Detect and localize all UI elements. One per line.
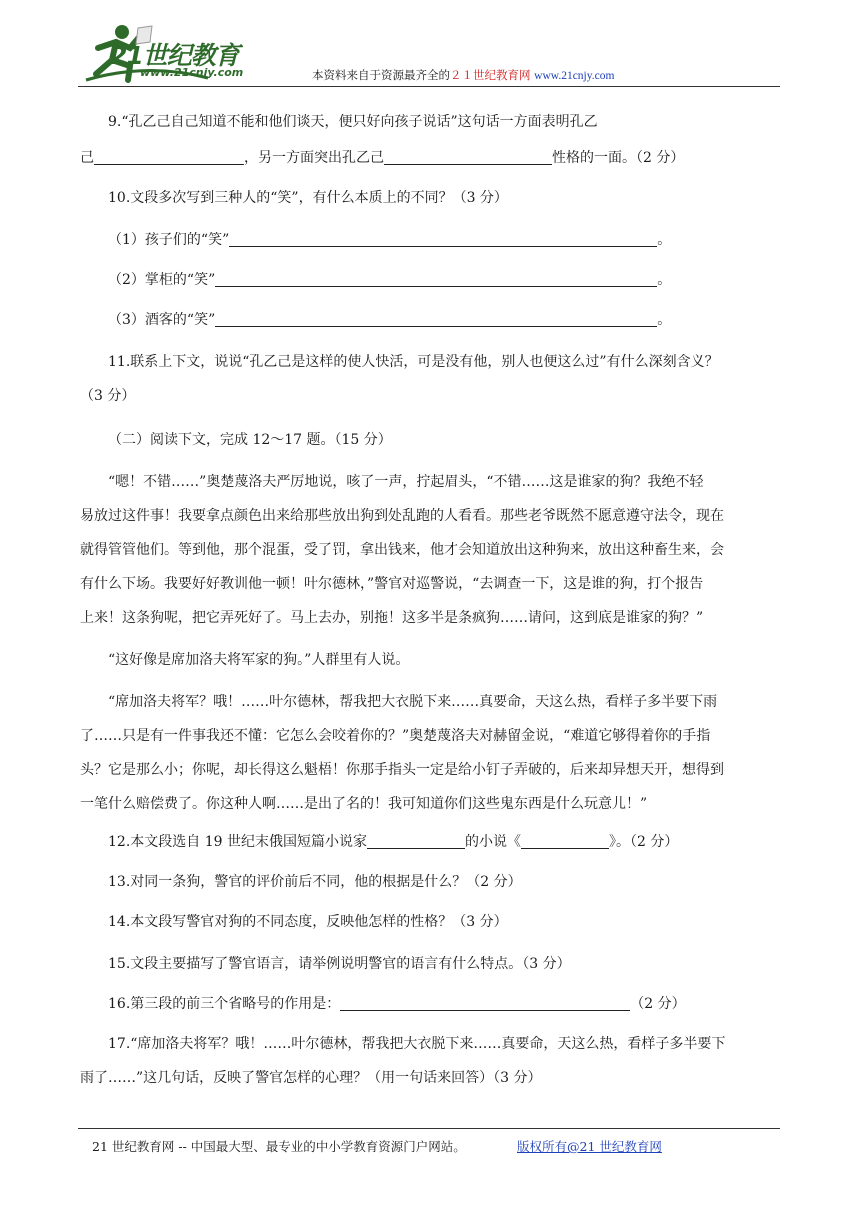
q10-item-3 xyxy=(108,310,671,330)
passage-p1-line-1: “嗯！不错……”奥楚蔑洛夫严厉地说，咳了一声，拧起眉头，“不错……这是谁家的狗？我绝不轻 xyxy=(108,474,704,490)
q9-line-2 xyxy=(80,148,684,168)
q13-line: 13.对同一条狗，警官的评价前后不同，他的根据是什么？（2 分） xyxy=(108,874,522,890)
footer-text: 21 世纪教育网 -- 中国最大型、最专业的中小学教育资源门户网站。 xyxy=(92,1139,466,1154)
q10-item-3-period: 。 xyxy=(657,312,672,328)
q14-line: 14.本文段写警官对狗的不同态度，反映他怎样的性格？（3 分） xyxy=(108,914,508,930)
q10-answer-blank-2[interactable] xyxy=(215,270,657,287)
passage-p3-line-4: 一笔什么赔偿费了。你这种人啊……是出了名的！我可知道你们这些鬼东西是什么玩意儿！” xyxy=(80,796,648,812)
header-note-prefix: 本资料来自于资源最齐全的 xyxy=(312,68,450,82)
q12-text-a: 12.本文段选自 19 世纪末俄国短篇小说家 xyxy=(108,834,367,850)
passage-p3-line-2: 了……只是有一件事我还不懂：它怎么会咬着你的？”奥楚蔑洛夫对赫留金说，“难道它够得着你的手指 xyxy=(80,728,711,744)
passage-p1-line-5: 上来！这条狗呢，把它弄死好了。马上去办，别拖！这多半是条疯狗……请问，这到底是谁家的狗？” xyxy=(80,610,704,626)
passage-p1-line-2: 易放过这件事！我要拿点颜色出来给那些放出狗到处乱跑的人看看。那些老爷既然不愿意遵守法令，现在 xyxy=(80,508,724,524)
page-header xyxy=(0,0,860,100)
q12-text-c: 》。（2 分） xyxy=(608,834,679,850)
q11-line-2: （3 分） xyxy=(80,388,136,404)
q10-item-3-label: （3）酒客的“笑” xyxy=(108,312,216,328)
q12-text-b: 的小说《 xyxy=(464,834,521,850)
q9-text-a: 己 xyxy=(80,150,94,166)
passage-p2: “这好像是席加洛夫将军家的狗。”人群里有人说。 xyxy=(108,652,410,668)
q10-line: 10.文段多次写到三种人的“笑”，有什么本质上的不同？（3 分） xyxy=(108,190,508,206)
q10-answer-blank-1[interactable] xyxy=(229,230,657,247)
q10-answer-blank-3[interactable] xyxy=(215,310,657,327)
section-2-heading: （二）阅读下文，完成 12～17 题。（15 分） xyxy=(108,432,392,448)
q10-item-1 xyxy=(108,230,671,250)
q16-line xyxy=(108,994,686,1014)
header-url-link[interactable]: www.21cnjy.com xyxy=(534,70,615,82)
q12-line xyxy=(108,832,678,852)
footer-divider xyxy=(78,1128,780,1129)
q10-item-1-label: （1）孩子们的“笑” xyxy=(108,232,230,248)
q12-author-blank[interactable] xyxy=(367,832,465,849)
header-divider xyxy=(78,86,780,87)
q16-text-a: 16.第三段的前三个省略号的作用是： xyxy=(108,996,341,1012)
q9-line-1: 9.“孔乙己自己知道不能和他们谈天，便只好向孩子说话”这句话一方面表明孔乙 xyxy=(108,114,598,130)
q12-title-blank[interactable] xyxy=(521,832,609,849)
q9-text-c: 性格的一面。（2 分） xyxy=(552,150,685,166)
logo-url: www.21cnjy.com xyxy=(140,66,244,79)
q9-answer-blank-1[interactable] xyxy=(94,148,244,165)
q9-answer-blank-2[interactable] xyxy=(384,148,552,165)
q16-text-b: （2 分） xyxy=(630,996,686,1012)
header-source-note xyxy=(312,67,614,83)
passage-p3-line-3: 头？它是那么小；你呢，却长得这么魁梧！你那手指头一定是给小钉子弄破的，后来却异想天开，想得到 xyxy=(80,762,724,778)
passage-p1-line-3: 就得管管他们。等到他，那个混蛋，受了罚，拿出钱来，他才会知道放出这种狗来，放出这种畜生来，会 xyxy=(80,542,724,558)
header-brand-name[interactable]: ２１世纪教育网 xyxy=(450,68,531,82)
q17-line-1: 17.“席加洛夫将军？哦！……叶尔德林，帮我把大衣脱下来……真要命，天这么热，看样子多半要下 xyxy=(108,1036,726,1052)
q9-text-b: ，另一方面突出孔乙己 xyxy=(244,150,384,166)
q10-item-2 xyxy=(108,270,671,290)
q10-item-1-period: 。 xyxy=(657,232,672,248)
logo-text: 21世纪教育 xyxy=(110,41,239,70)
passage-p3-line-1: “席加洛夫将军？哦！……叶尔德林，帮我把大衣脱下来……真要命，天这么热，看样子多半要下雨 xyxy=(108,694,718,710)
q10-item-2-label: （2）掌柜的“笑” xyxy=(108,272,216,288)
q16-answer-blank[interactable] xyxy=(340,994,630,1011)
q10-item-2-period: 。 xyxy=(657,272,672,288)
q15-line: 15.文段主要描写了警官语言，请举例说明警官的语言有什么特点。（3 分） xyxy=(108,956,571,972)
footer-copyright-link[interactable]: 版权所有@21 世纪教育网 xyxy=(517,1139,662,1154)
q11-line-1: 11.联系上下文，说说“孔乙己是这样的使人快活，可是没有他，别人也便这么过”有什么深刻含义？ xyxy=(108,354,719,370)
passage-p1-line-4: 有什么下场。我要好好教训他一顿！叶尔德林，”警官对巡警说，“去调查一下，这是谁的狗，打个报告 xyxy=(80,576,704,592)
q17-line-2: 雨了……”这几句话，反映了警官怎样的心理？（用一句话来回答）（3 分） xyxy=(80,1070,542,1086)
